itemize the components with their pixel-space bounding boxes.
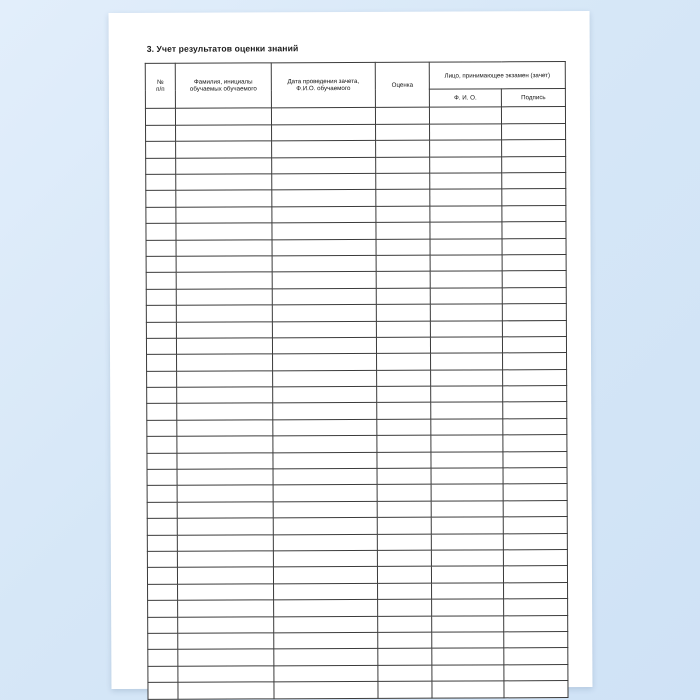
- table-cell[interactable]: [178, 600, 274, 617]
- table-cell[interactable]: [378, 648, 432, 665]
- table-cell[interactable]: [430, 173, 502, 190]
- table-cell[interactable]: [272, 255, 376, 272]
- table-cell[interactable]: [271, 108, 375, 125]
- table-cell[interactable]: [504, 615, 568, 632]
- table-cell[interactable]: [272, 288, 376, 305]
- table-cell[interactable]: [146, 338, 176, 355]
- table-cell[interactable]: [431, 435, 503, 452]
- table-cell[interactable]: [146, 289, 176, 306]
- table-cell[interactable]: [146, 305, 176, 322]
- table-cell[interactable]: [272, 223, 376, 240]
- table-cell[interactable]: [273, 468, 377, 485]
- table-row: [148, 599, 568, 617]
- table-cell[interactable]: [177, 387, 273, 404]
- table-cell[interactable]: [148, 617, 178, 634]
- table-cell[interactable]: [378, 632, 432, 649]
- table-cell[interactable]: [273, 550, 377, 567]
- table-cell[interactable]: [502, 205, 566, 222]
- table-row: [146, 320, 566, 338]
- table-cell[interactable]: [274, 616, 378, 633]
- table-cell[interactable]: [272, 305, 376, 322]
- table-cell[interactable]: [503, 566, 567, 583]
- table-cell[interactable]: [176, 223, 272, 240]
- table-cell[interactable]: [177, 567, 273, 584]
- table-cell[interactable]: [376, 173, 430, 190]
- table-row: [146, 189, 566, 207]
- table-cell[interactable]: [272, 157, 376, 174]
- table-cell[interactable]: [147, 355, 177, 372]
- table-cell[interactable]: [272, 321, 376, 338]
- table-cell[interactable]: [272, 173, 376, 190]
- table-cell[interactable]: [273, 501, 377, 518]
- table-cell[interactable]: [377, 370, 431, 387]
- column-header-student-name: [175, 63, 271, 108]
- table-body: [145, 107, 568, 699]
- table-cell[interactable]: [178, 666, 274, 683]
- table-cell[interactable]: [274, 665, 378, 682]
- table-cell[interactable]: [273, 567, 377, 584]
- table-row: [147, 418, 567, 436]
- table-cell[interactable]: [375, 108, 429, 125]
- table-cell[interactable]: [274, 649, 378, 666]
- table-cell[interactable]: [177, 551, 273, 568]
- table-row: [147, 451, 567, 469]
- table-cell[interactable]: [502, 140, 566, 157]
- table-cell[interactable]: [430, 222, 502, 239]
- table-row: [146, 123, 566, 141]
- column-header-mark-label: Оценка: [391, 81, 414, 89]
- column-header-examiner-signature: [501, 89, 565, 107]
- table-cell[interactable]: [176, 157, 272, 174]
- table-cell[interactable]: [504, 599, 568, 616]
- table-cell[interactable]: [273, 518, 377, 535]
- column-header-number: [145, 64, 175, 109]
- table-cell[interactable]: [376, 140, 430, 157]
- table-cell[interactable]: [378, 599, 432, 616]
- table-cell[interactable]: [177, 354, 273, 371]
- column-header-number-line1: №: [156, 78, 164, 86]
- table-cell[interactable]: [177, 452, 273, 469]
- table-cell[interactable]: [274, 583, 378, 600]
- table-cell[interactable]: [176, 305, 272, 322]
- table-cell[interactable]: [430, 140, 502, 157]
- table-cell[interactable]: [430, 255, 502, 272]
- table-cell[interactable]: [273, 436, 377, 453]
- table-cell[interactable]: [432, 632, 504, 649]
- knowledge-assessment-table: [145, 62, 569, 700]
- table-cell[interactable]: [148, 633, 178, 650]
- table-cell[interactable]: [431, 468, 503, 485]
- table-cell[interactable]: [502, 271, 566, 288]
- table-row: [148, 582, 568, 600]
- table-cell[interactable]: [378, 665, 432, 682]
- table-row: [148, 648, 568, 666]
- table-cell[interactable]: [504, 648, 568, 665]
- table-cell[interactable]: [176, 207, 272, 224]
- table-cell[interactable]: [176, 338, 272, 355]
- table-cell[interactable]: [432, 681, 504, 698]
- table-cell[interactable]: [147, 535, 177, 552]
- table-cell[interactable]: [176, 174, 272, 191]
- table-row: [145, 107, 565, 125]
- table-cell[interactable]: [502, 320, 566, 337]
- table-cell[interactable]: [377, 534, 431, 551]
- table-cell[interactable]: [431, 419, 503, 436]
- table-cell[interactable]: [147, 371, 177, 388]
- table-cell[interactable]: [378, 583, 432, 600]
- table-cell[interactable]: [147, 469, 177, 486]
- table-cell[interactable]: [378, 681, 432, 698]
- table-row: [147, 435, 567, 453]
- table-cell[interactable]: [504, 681, 568, 698]
- table-cell[interactable]: [503, 500, 567, 517]
- table-header: [145, 62, 565, 109]
- table-cell[interactable]: [501, 107, 565, 124]
- table-cell[interactable]: [502, 222, 566, 239]
- table-cell[interactable]: [273, 354, 377, 371]
- table-cell[interactable]: [504, 632, 568, 649]
- table-cell[interactable]: [176, 289, 272, 306]
- table-cell[interactable]: [178, 649, 274, 666]
- table-cell[interactable]: [178, 682, 274, 699]
- table-cell[interactable]: [431, 501, 503, 518]
- column-header-examiner-fio: [429, 89, 501, 107]
- table-cell[interactable]: [272, 272, 376, 289]
- table-cell[interactable]: [503, 435, 567, 452]
- table-cell[interactable]: [430, 124, 502, 141]
- table-cell[interactable]: [178, 616, 274, 633]
- table-row: [147, 533, 567, 551]
- table-cell[interactable]: [147, 387, 177, 404]
- table-cell[interactable]: [504, 664, 568, 681]
- table-cell[interactable]: [430, 156, 502, 173]
- table-cell[interactable]: [177, 534, 273, 551]
- table-cell[interactable]: [377, 567, 431, 584]
- table-cell[interactable]: [176, 256, 272, 273]
- table-cell[interactable]: [429, 107, 501, 124]
- column-header-test-date-line1: Дата проведения зачета,: [287, 77, 360, 86]
- table-cell[interactable]: [147, 453, 177, 470]
- table-cell[interactable]: [502, 156, 566, 173]
- table-cell[interactable]: [377, 517, 431, 534]
- column-header-test-date: [271, 63, 375, 108]
- table-cell[interactable]: [431, 517, 503, 534]
- table-cell[interactable]: [503, 369, 567, 386]
- table-cell[interactable]: [178, 584, 274, 601]
- table-cell[interactable]: [430, 206, 502, 223]
- table-row: [146, 222, 566, 240]
- table-cell[interactable]: [430, 320, 502, 337]
- table-row: [147, 402, 567, 420]
- table-cell[interactable]: [431, 353, 503, 370]
- table-cell[interactable]: [502, 238, 566, 255]
- table-row: [147, 517, 567, 535]
- table-cell[interactable]: [431, 386, 503, 403]
- table-cell[interactable]: [432, 665, 504, 682]
- table-cell[interactable]: [431, 550, 503, 567]
- table-cell[interactable]: [146, 174, 176, 191]
- table-cell[interactable]: [273, 419, 377, 436]
- table-cell[interactable]: [376, 124, 430, 141]
- table-cell[interactable]: [176, 190, 272, 207]
- table-cell[interactable]: [431, 484, 503, 501]
- column-header-examiner-signature-label: Подпись: [521, 94, 546, 102]
- table-row: [146, 304, 566, 322]
- table-cell[interactable]: [272, 190, 376, 207]
- table-row: [146, 271, 566, 289]
- table-cell[interactable]: [502, 255, 566, 272]
- table-cell[interactable]: [377, 468, 431, 485]
- table-row: [147, 484, 567, 502]
- table-cell[interactable]: [273, 534, 377, 551]
- column-header-student-name-line1: Фамилия, инициалы: [194, 78, 253, 86]
- table-cell[interactable]: [176, 321, 272, 338]
- table-cell[interactable]: [272, 239, 376, 256]
- table-cell[interactable]: [148, 600, 178, 617]
- table-cell[interactable]: [176, 272, 272, 289]
- table-row: [146, 173, 566, 191]
- table-cell[interactable]: [377, 419, 431, 436]
- table-cell[interactable]: [503, 468, 567, 485]
- table-row: [147, 468, 567, 486]
- table-cell[interactable]: [503, 418, 567, 435]
- column-header-number-line2: п/п: [156, 86, 165, 94]
- table-cell[interactable]: [146, 191, 176, 208]
- table-cell[interactable]: [273, 452, 377, 469]
- column-header-examiner-fio-label: Ф. И. О.: [454, 94, 477, 102]
- table-cell[interactable]: [377, 353, 431, 370]
- table-cell[interactable]: [503, 533, 567, 550]
- table-cell[interactable]: [504, 582, 568, 599]
- table-cell[interactable]: [503, 353, 567, 370]
- table-cell[interactable]: [432, 583, 504, 600]
- column-header-examiner-group: [429, 62, 565, 90]
- table-row: [148, 681, 568, 699]
- table-cell[interactable]: [147, 486, 177, 503]
- table-cell[interactable]: [146, 273, 176, 290]
- table-cell[interactable]: [503, 484, 567, 501]
- table-cell[interactable]: [502, 287, 566, 304]
- table-cell[interactable]: [178, 633, 274, 650]
- table-cell[interactable]: [377, 386, 431, 403]
- table-cell[interactable]: [146, 125, 176, 142]
- table-cell[interactable]: [376, 222, 430, 239]
- table-cell[interactable]: [177, 518, 273, 535]
- table-cell[interactable]: [376, 206, 430, 223]
- table-cell[interactable]: [272, 337, 376, 354]
- table-cell[interactable]: [274, 632, 378, 649]
- table-cell[interactable]: [503, 402, 567, 419]
- table-cell[interactable]: [502, 189, 566, 206]
- table-cell[interactable]: [431, 566, 503, 583]
- table-row: [147, 386, 567, 404]
- table-cell[interactable]: [148, 666, 178, 683]
- table-cell[interactable]: [146, 158, 176, 175]
- table-cell[interactable]: [146, 207, 176, 224]
- table-cell[interactable]: [274, 682, 378, 699]
- table-cell[interactable]: [147, 518, 177, 535]
- table-cell[interactable]: [177, 420, 273, 437]
- table-row: [146, 156, 566, 174]
- table-cell[interactable]: [376, 337, 430, 354]
- table-cell[interactable]: [273, 386, 377, 403]
- table-cell[interactable]: [502, 304, 566, 321]
- table-cell[interactable]: [146, 141, 176, 158]
- table-cell[interactable]: [376, 157, 430, 174]
- table-cell[interactable]: [146, 322, 176, 339]
- table-row: [147, 369, 567, 387]
- table-cell[interactable]: [177, 485, 273, 502]
- table-cell[interactable]: [432, 648, 504, 665]
- table-cell[interactable]: [377, 501, 431, 518]
- table-cell[interactable]: [502, 123, 566, 140]
- table-cell[interactable]: [432, 615, 504, 632]
- column-header-examiner-group-label: Лицо, принимающее экзамен (зачет): [444, 71, 551, 80]
- table-cell[interactable]: [431, 451, 503, 468]
- table-cell[interactable]: [147, 420, 177, 437]
- table-cell[interactable]: [503, 386, 567, 403]
- table-cell[interactable]: [148, 650, 178, 667]
- table-cell[interactable]: [272, 124, 376, 141]
- table-cell[interactable]: [431, 370, 503, 387]
- column-header-test-date-line2: Ф.И.О. обучаемого: [296, 85, 351, 93]
- table-row: [148, 615, 568, 633]
- table-header-row-primary: [145, 62, 565, 91]
- table-row: [146, 255, 566, 273]
- column-header-mark: [375, 63, 429, 108]
- page-title: 3. Учет результатов оценки знаний: [146, 43, 299, 54]
- table-cell[interactable]: [145, 109, 175, 126]
- table-cell[interactable]: [377, 435, 431, 452]
- table-row: [146, 238, 566, 256]
- table-cell[interactable]: [176, 239, 272, 256]
- table-cell[interactable]: [502, 173, 566, 190]
- table-row: [147, 500, 567, 518]
- table-cell[interactable]: [146, 240, 176, 257]
- table-row: [147, 353, 567, 371]
- table-cell[interactable]: [432, 599, 504, 616]
- table-cell[interactable]: [430, 304, 502, 321]
- table-cell[interactable]: [502, 336, 566, 353]
- table-cell[interactable]: [377, 452, 431, 469]
- table-cell[interactable]: [176, 141, 272, 158]
- table-cell[interactable]: [148, 682, 178, 699]
- table-cell[interactable]: [376, 288, 430, 305]
- table-cell[interactable]: [376, 255, 430, 272]
- table-cell[interactable]: [146, 256, 176, 273]
- table-cell[interactable]: [177, 436, 273, 453]
- table-cell[interactable]: [177, 469, 273, 486]
- table-cell[interactable]: [147, 568, 177, 585]
- table-cell[interactable]: [378, 616, 432, 633]
- table-cell[interactable]: [376, 239, 430, 256]
- table-cell[interactable]: [377, 550, 431, 567]
- table-cell[interactable]: [376, 272, 430, 289]
- table-cell[interactable]: [430, 238, 502, 255]
- table-row: [147, 550, 567, 568]
- table-row: [146, 336, 566, 354]
- table-cell[interactable]: [503, 550, 567, 567]
- table-cell[interactable]: [376, 321, 430, 338]
- table-cell[interactable]: [274, 600, 378, 617]
- table-cell[interactable]: [175, 108, 271, 125]
- table-cell[interactable]: [147, 551, 177, 568]
- document-page: [109, 11, 593, 689]
- table-cell[interactable]: [430, 337, 502, 354]
- table-cell[interactable]: [273, 370, 377, 387]
- table-row: [146, 287, 566, 305]
- table-cell[interactable]: [146, 223, 176, 240]
- table-cell[interactable]: [503, 451, 567, 468]
- table-cell[interactable]: [147, 502, 177, 519]
- table-cell[interactable]: [273, 403, 377, 420]
- table-cell[interactable]: [272, 141, 376, 158]
- table-cell[interactable]: [376, 190, 430, 207]
- table-row: [146, 205, 566, 223]
- table-row: [148, 632, 568, 650]
- table-cell[interactable]: [503, 517, 567, 534]
- table-cell[interactable]: [430, 288, 502, 305]
- table-cell[interactable]: [177, 371, 273, 388]
- table-row: [147, 566, 567, 584]
- table-cell[interactable]: [177, 502, 273, 519]
- table-cell[interactable]: [272, 206, 376, 223]
- table-cell[interactable]: [273, 485, 377, 502]
- table-row: [146, 140, 566, 158]
- table-cell[interactable]: [430, 271, 502, 288]
- table-cell[interactable]: [177, 403, 273, 420]
- table-cell[interactable]: [431, 402, 503, 419]
- column-header-student-name-line2: обучаемых обучаемого: [189, 85, 257, 94]
- table-cell[interactable]: [431, 533, 503, 550]
- table-cell[interactable]: [147, 437, 177, 454]
- table-cell[interactable]: [377, 485, 431, 502]
- table-cell[interactable]: [430, 189, 502, 206]
- table-cell[interactable]: [147, 404, 177, 421]
- table-row: [148, 664, 568, 682]
- table-cell[interactable]: [376, 304, 430, 321]
- table-cell[interactable]: [377, 403, 431, 420]
- table-cell[interactable]: [148, 584, 178, 601]
- table-cell[interactable]: [176, 125, 272, 142]
- page-content: [145, 43, 568, 699]
